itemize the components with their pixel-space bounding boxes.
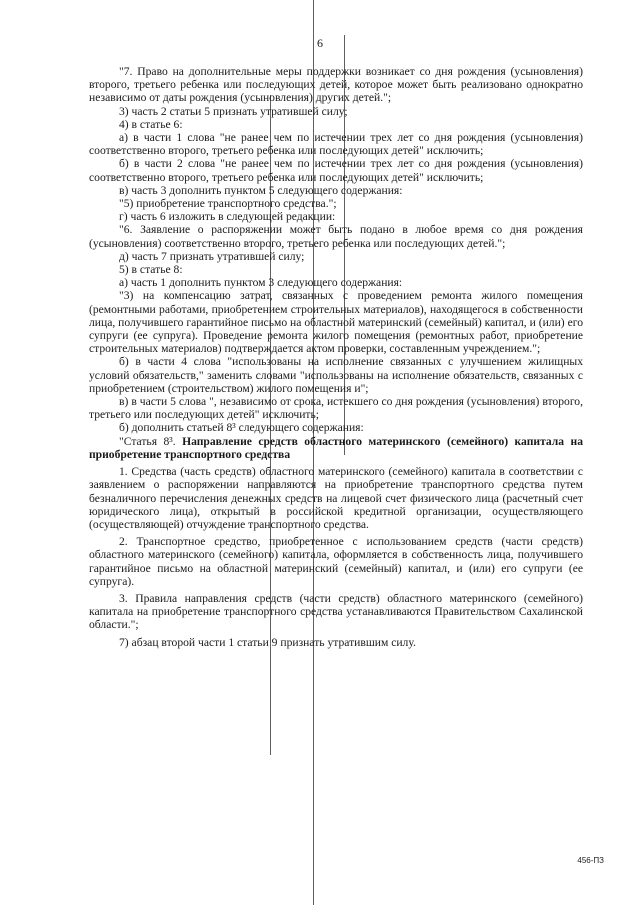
paragraph: в) часть 3 дополнить пунктом 5 следующего содержания: [119,183,403,197]
paragraph: в) в части 5 слова ", независимо от срока, истекшего со дня рождения (усыновления) второго, третьего или последующих детей" исключить; [89,395,583,422]
document-code: 456-ПЗ [577,856,604,865]
paragraph: "6. Заявление о распоряжении может быть подано в любое время со дня рождения (усыновления) соответственно второго, третьего ребенка или последующих детей."; [89,223,583,250]
paragraph: а) часть 1 дополнить пунктом 3 следующего содержания: [119,276,403,290]
document-body [89,65,583,649]
article-heading [89,435,583,461]
paragraph: г) часть 6 изложить в следующей редакции: [119,210,336,224]
paragraph: 3) часть 2 статьи 5 признать утратившей силу; [119,104,348,118]
paragraph: 1. Средства (часть средств) областного материнского (семейного) капитала в соответствии с заявлением о распоряжении направляются на приобретение транспортного средства путем безналичного перечисления денежных средств на лицевой счет физического лица (расчетный счет юридического лица), открытый в российской кредитной организации, осуществляющего (осуществляющей) отчуждение транспортного средства. [89,465,583,531]
paragraph: б) в части 4 слова "использованы на исполнение связанных с улучшением жилищных условий обязательств," заменить словами "использованы на исполнение обязательств, связанных с приобретением (строительством) жилого помещения и"; [89,355,583,395]
paragraph: 7) абзац второй части 1 статьи 9 признать утратившим силу. [119,635,416,649]
page-number: 6 [317,36,323,50]
paragraph: "3) на компенсацию затрат, связанных с проведением ремонта жилого помещения (ремонтными работами, приобретением строительных материалов), находящегося в собственности лица, получившего гарантийное письмо на областной материнский (семейный) капитал, и (или) его супруги (ее супруга). Проведение ремонта жилого помещения (ремонтных работ, приобретение строительных материалов) подтверждается актом проверки, составленным учреждением."; [89,289,583,356]
paragraph: 2. Транспортное средство, приобретенное с использованием средств (части средств) областного материнского (семейного) капитала, оформляется в собственность лица, получившего гарантийное письмо на областной материнский (семейный) капитал, и (или) его супруги (ее супруга). [89,535,583,588]
article-title: Направление средств областного материнского (семейного) капитала на приобретение транспортного средства [89,434,583,461]
paragraph: б) в части 2 слова "не ранее чем по истечении трех лет со дня рождения (усыновления) соответственно второго, третьего ребенка или последующих детей" исключить; [89,157,583,184]
paragraph: "7. Право на дополнительные меры поддержки возникает со дня рождения (усыновления) второго, третьего ребенка или последующих детей, которое может быть реализовано однократно независимо от даты рождения (усыновления) других детей."; [89,65,583,105]
paragraph: д) часть 7 признать утратившей силу; [119,249,305,263]
paragraph: а) в части 1 слова "не ранее чем по истечении трех лет со дня рождения (усыновления) соответственно второго, третьего ребенка или последующих детей" исключить; [89,131,583,158]
paragraph: 3. Правила направления средств (части средств) областного материнского (семейного) капитала на приобретение транспортного средства устанавливаются Правительством Сахалинской области."; [89,591,583,632]
paragraph: б) дополнить статьей 8³ следующего содержания: [119,421,364,435]
paragraph: 4) в статье 6: [119,117,183,131]
paragraph: 5) в статье 8: [119,263,183,277]
article-prefix: "Статья 8³. [119,434,176,448]
paragraph: "5) приобретение транспортного средства."; [119,197,337,211]
